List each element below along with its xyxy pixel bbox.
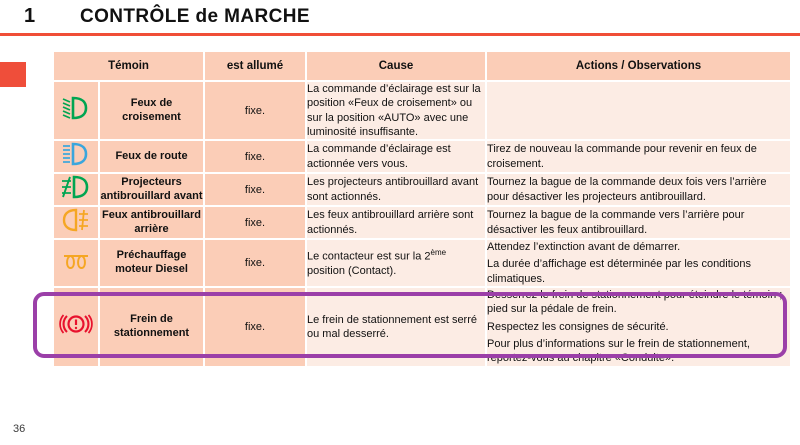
warning-lights-table [52, 50, 792, 368]
warning-icon-cell [54, 207, 98, 238]
warning-icon-cell [54, 288, 98, 365]
warning-state: fixe. [205, 288, 305, 365]
warning-label: Préchauffage moteur Diesel [100, 240, 203, 286]
warning-actions [487, 174, 790, 205]
warning-icon-cell [54, 141, 98, 172]
warning-label: Projecteurs antibrouillard avant [100, 174, 203, 205]
table-row [54, 82, 790, 139]
action-line: Tirez de nouveau la commande pour revenir en feux de croisement. [487, 143, 757, 170]
table-header-row [54, 52, 790, 80]
action-line: Tournez la bague de la commande deux fois vers l’arrière pour désactiver les projecteurs antibrouillard. [487, 176, 767, 203]
warning-label: Feux de croisement [100, 82, 203, 139]
column-header-est-allume: est allumé [205, 52, 305, 80]
warning-label: Frein de stationnement [100, 288, 203, 365]
page-title: CONTRÔLE de MARCHE [80, 6, 310, 27]
warning-icon-cell [54, 174, 98, 205]
action-line: Tournez la bague de la commande vers l’arrière pour désactiver les feux antibrouillard. [487, 209, 745, 236]
warning-cause: Les feux antibrouillard arrière sont actionnés. [307, 207, 485, 238]
warning-cause: La commande d’éclairage est sur la position «Feux de croisement» ou sur la position «AUTO» avec une luminosité insuffisante. [307, 82, 485, 139]
warning-state: fixe. [205, 82, 305, 139]
column-header-cause: Cause [307, 52, 485, 80]
margin-color-marker [0, 62, 26, 87]
warning-state: fixe. [205, 207, 305, 238]
front-fog-lamp-icon [59, 174, 93, 200]
warning-cause: Le frein de stationnement est serré ou mal desserré. [307, 288, 485, 365]
warning-cause: Les projecteurs antibrouillard avant sont actionnés. [307, 174, 485, 205]
table-row [54, 288, 790, 365]
low-beam-headlight-icon [59, 95, 93, 121]
table-row-highlighted [54, 240, 790, 286]
warning-label: Feux antibrouillard arrière [100, 207, 203, 238]
warning-actions [487, 141, 790, 172]
table-row [54, 174, 790, 205]
warning-state: fixe. [205, 174, 305, 205]
action-line: Attendez l’extinction avant de démarrer. [487, 241, 681, 254]
rear-fog-lamp-icon [59, 207, 93, 233]
column-header-temoin: Témoin [54, 52, 203, 80]
warning-cause [307, 240, 485, 286]
warning-actions [487, 288, 790, 365]
column-header-actions: Actions / Observations [487, 52, 790, 80]
table-row [54, 207, 790, 238]
diesel-preheating-icon [59, 248, 93, 274]
warning-cause: La commande d’éclairage est actionnée vers vous. [307, 141, 485, 172]
action-line: Pour plus d’informations sur le frein de stationnement, reportez-vous au chapitre «Conduite». [487, 337, 750, 365]
parking-brake-icon [59, 311, 93, 337]
warning-icon-cell [54, 240, 98, 286]
table-row [54, 141, 790, 172]
warning-actions [487, 207, 790, 238]
chapter-number: 1 [24, 5, 36, 27]
action-line: Respectez les consignes de sécurité. [487, 320, 669, 333]
action-line: Desserrez le frein de stationnement pour éteindre le témoin ; pied sur la pédale de frein. [487, 289, 783, 316]
action-line: La durée d’affichage est déterminée par les conditions climatiques. [487, 258, 751, 285]
page-number: 36 [13, 423, 26, 435]
page-header [0, 0, 800, 34]
warning-actions [487, 82, 790, 139]
header-divider-rule [0, 33, 800, 36]
cause-ordinal-suffix: ème [430, 248, 447, 257]
high-beam-headlight-icon [59, 141, 93, 167]
cause-text-pre: Le contacteur est sur la 2 [307, 250, 431, 263]
warning-icon-cell [54, 82, 98, 139]
warning-label: Feux de route [100, 141, 203, 172]
warning-state: fixe. [205, 141, 305, 172]
cause-text-post: position (Contact). [307, 264, 397, 277]
warning-state: fixe. [205, 240, 305, 286]
warning-actions [487, 240, 790, 286]
